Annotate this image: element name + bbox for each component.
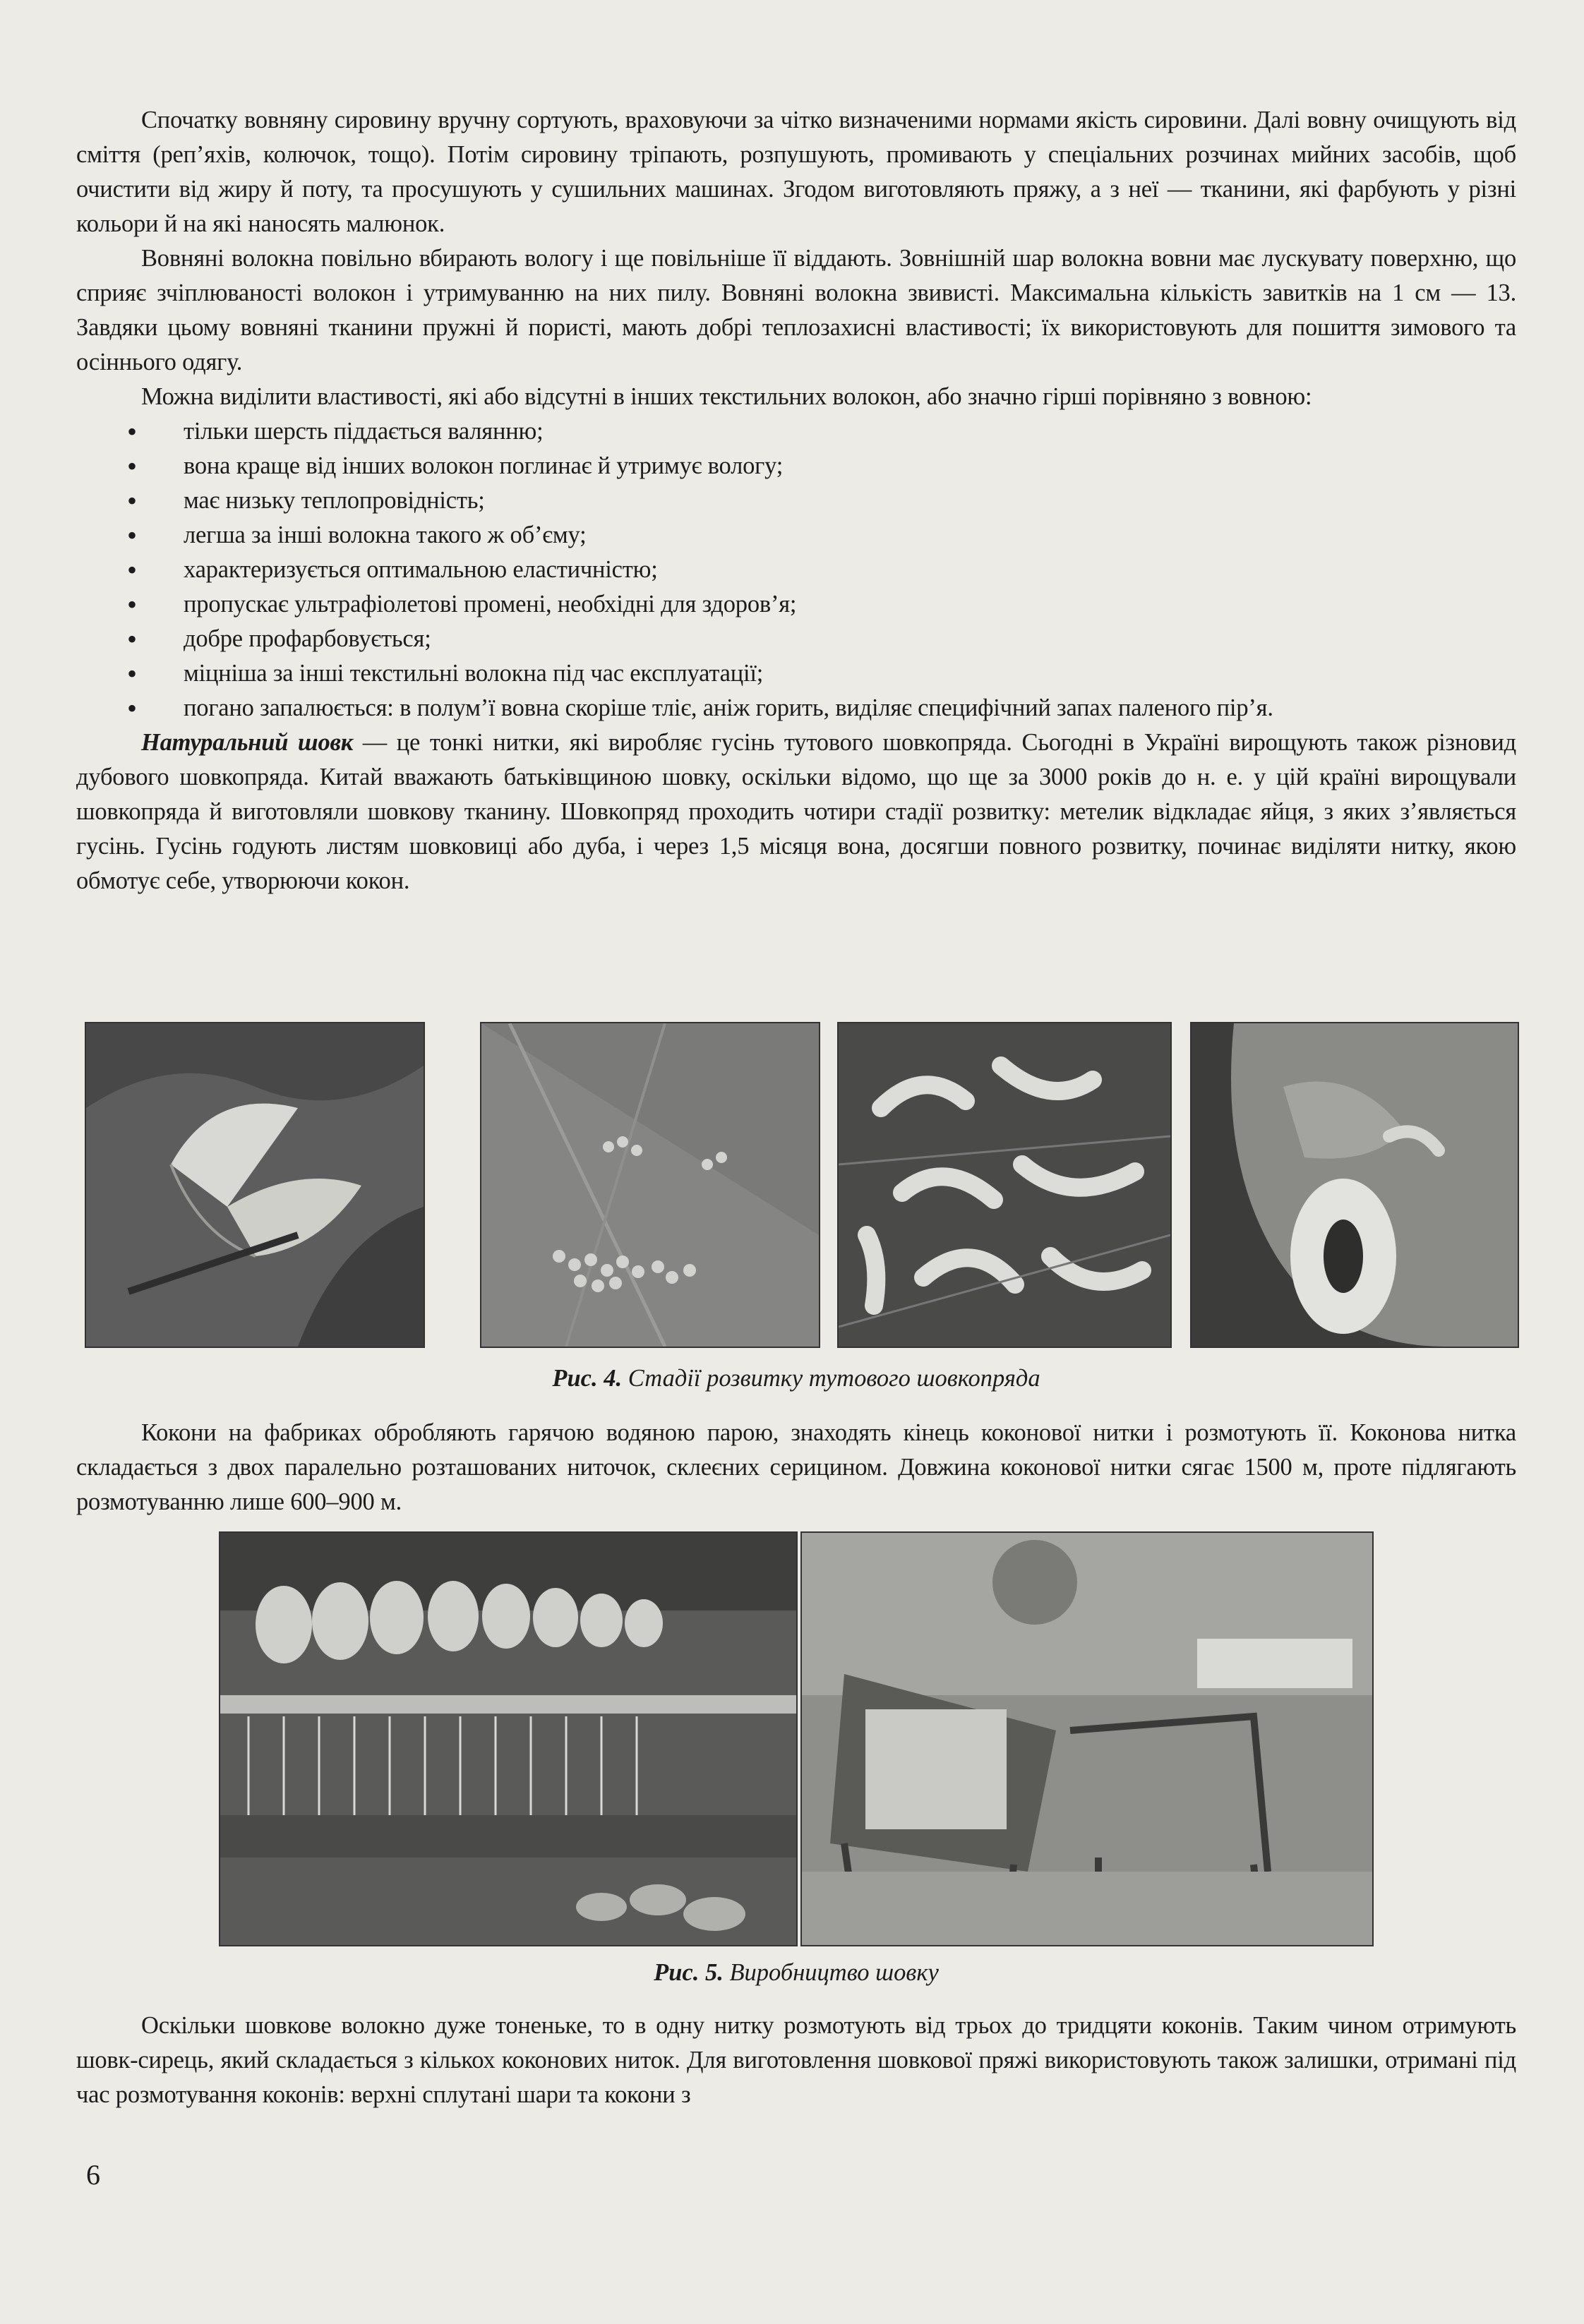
photo-cocoon-in-hand [1190, 1022, 1519, 1348]
term-natural-silk: Натуральний шовк [141, 729, 354, 756]
photo-silkworm-moth [85, 1022, 425, 1348]
photo-silk-looms [800, 1531, 1374, 1946]
paragraph-wool-properties: Вовняні волокна повільно вбирають вологу і ще повільніше її віддають. Зовнішній шар волокна вовни має лускувату поверхню, що сприяє зчіплюваності волокон і утримуванню на них пилу. Вовняні волокна звивисті. Максимальна кількість завитків на 1 см — 13. Завдяки цьому вовняні тканини пружні й пористі, мають добрі теплозахисні властивості; їх використовують для пошиття зимового та осіннього одягу. [76, 245, 1516, 375]
list-item: • погано запалюється: в полум’ї вовна скоріше тліє, аніж горить, виділяє специфічний запах паленого пір’я. [76, 691, 1516, 726]
figure-4-number: Рис. 4. [552, 1365, 623, 1392]
figure-4-title: Стадії розвитку тутового шовкопряда [622, 1365, 1040, 1392]
list-item: • добре профарбовується; [76, 622, 1516, 656]
wool-properties-list [76, 414, 1516, 726]
wool-text-block [76, 103, 1516, 898]
photo-silkworm-eggs [480, 1022, 820, 1348]
paragraph-natural-silk [76, 726, 1516, 898]
list-item: • має низьку теплопровідність; [76, 483, 1516, 518]
list-item: • тільки шерсть піддається валянню; [76, 414, 1516, 449]
figure-5-title: Виробництво шовку [723, 1959, 939, 1986]
raw-silk-text-block [76, 2009, 1516, 2112]
paragraph-raw-silk: Оскільки шовкове волокно дуже тоненьке, то в одну нитку розмотують від трьох до тридцяти коконів. Таким чином отримують шовк-сирець, який складається з кількох коконових ниток. Для виготовлення шовкової пряжі використовують також залишки, отримані під час розмотування коконів: верхні сплутані шари та кокони з [76, 2012, 1516, 2108]
figure-5-caption [76, 1959, 1516, 1987]
silk-definition: — це тонкі нитки, які виробляє гусінь тутового шовкопряда. Сьогодні в Україні вирощують також різновид дубового шовкопряда. Китай вважають батьківщиною шовку, оскільки відомо, що ще за 3000 років до н. е. у цій країні вирощували шовкопряда й виготовляли шовкову тканину. Шовкопряд проходить чотири стадії розвитку: метелик відкладає яйця, з яких з’являється гусінь. Гусінь годують листям шовковиці або дуба, і через 1,5 місяця вона, досягши повного розвитку, починає виділяти нитку, якою обмотує себе, утворюючи кокон. [76, 729, 1516, 894]
photo-silk-reeling-machine [219, 1531, 798, 1946]
cocoon-text-block [76, 1416, 1516, 1519]
figure-5-number: Рис. 5. [654, 1959, 724, 1986]
page-number: 6 [86, 2159, 100, 2191]
photo-silkworm-caterpillars [837, 1022, 1172, 1348]
list-item: • вона краще від інших волокон поглинає й утримує вологу; [76, 449, 1516, 483]
paragraph-cocoon-processing: Кокони на фабриках обробляють гарячою водяною парою, знаходять кінець коконової нитки і розмотують її. Коконова нитка складається з двох паралельно розташованих ниточок, склеєних серицином. Довжина коконової нитки сягає 1500 м, проте підлягають розмотуванню лише 600–900 м. [76, 1419, 1516, 1515]
list-item: • характеризується оптимальною еластичністю; [76, 553, 1516, 587]
paragraph-wool-processing: Спочатку вовняну сировину вручну сортують, враховуючи за чітко визначеними нормами якість сировини. Далі вовну очищують від сміття (реп’яхів, колючок, тощо). Потім сировину тріпають, розпушують, промивають у спеціальних розчинах мийних засобів, щоб очистити від жиру й поту, та просушують у сушильних машинах. Згодом виготовляють пряжу, а з неї — тканини, які фарбують у різні кольори й на які наносять малюнок. [76, 107, 1516, 237]
paragraph-wool-intro-list: Можна виділити властивості, які або відсутні в інших текстильних волокон, або значно гірші порівняно з вовною: [141, 383, 1312, 410]
list-item: • міцніша за інші текстильні волокна під час експлуатації; [76, 656, 1516, 691]
figure-4-caption [76, 1365, 1516, 1392]
list-item: • пропускає ультрафіолетові промені, необхідні для здоров’я; [76, 587, 1516, 622]
list-item: • легша за інші волокна такого ж об’єму; [76, 518, 1516, 553]
